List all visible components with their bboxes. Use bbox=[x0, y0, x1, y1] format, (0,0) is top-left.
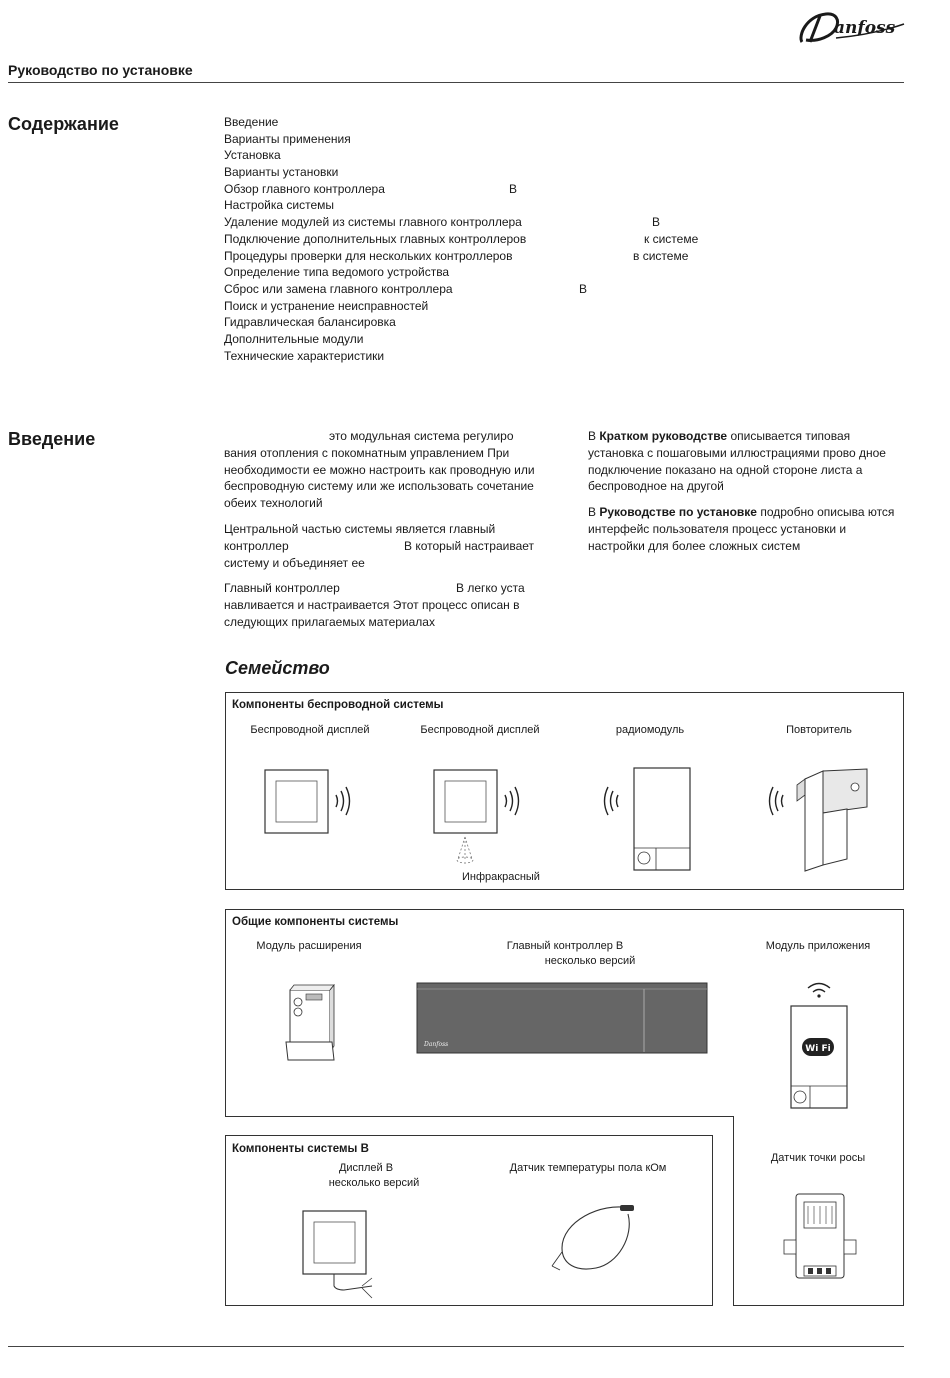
wifi-logo-text: Wi Fi bbox=[805, 1044, 831, 1054]
family-heading: Семейство bbox=[225, 658, 330, 678]
toc-item bbox=[224, 264, 526, 281]
intro-text: описывается типовая установка с пошаговыми иллюстрациями прово дное подключение показано на одной стороне листа а беспроводное на другой bbox=[588, 429, 886, 494]
dew-point-sensor-illustration bbox=[782, 1192, 858, 1282]
intro-text: систему и объединяет ее bbox=[224, 555, 365, 570]
wireless-display-label: Беспроводной дисплей bbox=[250, 724, 370, 736]
wireless-display-ir-illustration bbox=[433, 769, 533, 869]
infrared-label: Инфракрасный bbox=[462, 871, 540, 883]
toc-item-label: Удаление модулей из системы главного контроллера bbox=[224, 215, 522, 230]
intro-paragraph bbox=[224, 580, 546, 630]
toc-item-label: Сброс или замена главного контроллера bbox=[224, 281, 453, 296]
intro-text: Центральной частью системы является главный bbox=[224, 521, 496, 536]
toc-item-label: Гидравлическая балансировка bbox=[224, 315, 396, 330]
wireless-components-box bbox=[225, 692, 904, 890]
radio-module-illustration bbox=[606, 767, 696, 873]
toc-item-suffix: к системе bbox=[644, 231, 699, 246]
toc-item-label: Введение bbox=[224, 115, 279, 129]
wireless-display-ir-label: Беспроводной дисплей bbox=[420, 724, 540, 736]
svg-text:Danfoss: Danfoss bbox=[424, 1041, 449, 1048]
intro-text: подробно описыва ются интерфейс пользователя процесс установки и настройки для более сложных систем bbox=[588, 505, 895, 553]
toc-item bbox=[224, 248, 689, 265]
toc-item bbox=[224, 164, 526, 181]
toc-item bbox=[224, 298, 526, 315]
toc-list bbox=[224, 114, 699, 364]
wireless-display-illustration bbox=[264, 769, 364, 839]
intro-paragraph bbox=[588, 428, 904, 495]
toc-item-label: Установка bbox=[224, 148, 281, 163]
intro-text: вания отопления с покомнатным управлением При необходимости ее можно настроить как проводную или беспроводную систему или же использовать сочетание обеих технологий bbox=[224, 445, 535, 511]
intro-paragraph bbox=[224, 521, 546, 571]
toc-item bbox=[224, 147, 526, 164]
wired-display-illustration bbox=[302, 1210, 382, 1302]
intro-text: В легко уста bbox=[456, 581, 525, 596]
toc-item bbox=[224, 181, 526, 198]
intro-text: контроллер bbox=[224, 538, 289, 553]
toc-item bbox=[224, 214, 661, 231]
toc-item-label: Дополнительные модули bbox=[224, 331, 364, 346]
toc-item bbox=[224, 331, 526, 348]
intro-text: В bbox=[588, 505, 600, 520]
document-title: Руководство по установке bbox=[8, 62, 193, 78]
dew-point-sensor-label: Датчик точки росы bbox=[770, 1152, 866, 1164]
expansion-module-label: Модуль расширения bbox=[256, 940, 362, 952]
intro-paragraph bbox=[224, 428, 546, 512]
toc-item-label: Определение типа ведомого устройства bbox=[224, 265, 450, 280]
toc-item-label: Обзор главного контроллера bbox=[224, 181, 385, 196]
footer-divider bbox=[8, 1346, 904, 1347]
wired-components-box bbox=[225, 1135, 713, 1306]
intro-paragraph bbox=[588, 504, 904, 554]
toc-item-suffix: В bbox=[652, 215, 661, 230]
toc-item-label: Подключение дополнительных главных контроллеров bbox=[224, 231, 527, 246]
toc-item-label: Технические характеристики bbox=[224, 348, 385, 363]
app-module-illustration bbox=[788, 976, 850, 1112]
repeater-label: Повторитель bbox=[786, 724, 852, 736]
intro-text: это модульная система регулиро bbox=[329, 429, 514, 443]
intro-text: В bbox=[588, 429, 600, 443]
main-controller-illustration bbox=[416, 982, 710, 1056]
floor-sensor-illustration bbox=[550, 1202, 640, 1282]
toc-item-label: Варианты применения bbox=[224, 131, 351, 146]
toc-heading: Содержание bbox=[8, 114, 119, 134]
toc-item bbox=[224, 231, 699, 248]
intro-text: Главный контроллер bbox=[224, 581, 340, 596]
toc-item-suffix: в системе bbox=[633, 248, 689, 263]
toc-item bbox=[224, 348, 526, 365]
toc-item bbox=[224, 314, 526, 331]
intro-text: В который настраивает bbox=[404, 538, 535, 553]
toc-item bbox=[224, 131, 526, 148]
svg-text:anfoss: anfoss bbox=[834, 18, 896, 38]
toc-item-label: Настройка системы bbox=[224, 198, 335, 213]
installation-guide-ref: Руководстве по установке bbox=[599, 505, 757, 520]
wireless-box-title: Компоненты беспроводной системы bbox=[232, 699, 444, 711]
radio-module-label: радиомодуль bbox=[615, 724, 685, 736]
main-controller-label: Главный контроллер В bbox=[506, 940, 624, 952]
toc-item-label: Варианты установки bbox=[224, 165, 339, 180]
intro-text: навливается и настраивается Этот процесс описан в следующих прилагаемых материалах bbox=[224, 598, 520, 629]
toc-item-label: Процедуры проверки для нескольких контроллеров bbox=[224, 248, 513, 263]
expansion-module-illustration bbox=[284, 984, 340, 1064]
toc-item bbox=[224, 114, 526, 131]
floor-sensor-label: Датчик температуры пола кОм bbox=[509, 1162, 667, 1174]
toc-item-suffix: В bbox=[579, 281, 588, 296]
common-box-title: Общие компоненты системы bbox=[232, 916, 399, 928]
wired-display-label: Дисплей В bbox=[338, 1162, 394, 1174]
toc-item-suffix: В bbox=[509, 181, 518, 196]
intro-right-column bbox=[588, 428, 904, 564]
repeater-illustration bbox=[771, 767, 881, 873]
quick-guide-ref: Кратком руководстве bbox=[599, 429, 728, 443]
main-controller-versions-label: несколько версий bbox=[544, 955, 636, 967]
intro-heading: Введение bbox=[8, 429, 96, 449]
toc-item bbox=[224, 281, 588, 298]
wired-box-title: Компоненты системы В bbox=[232, 1143, 369, 1155]
toc-item bbox=[224, 197, 526, 214]
intro-left-column bbox=[224, 428, 546, 640]
wired-display-versions-label: несколько версий bbox=[328, 1177, 420, 1189]
app-module-label: Модуль приложения bbox=[765, 940, 871, 952]
header-divider bbox=[8, 82, 904, 83]
toc-item-label: Поиск и устранение неисправностей bbox=[224, 298, 429, 313]
danfoss-logo bbox=[796, 6, 908, 48]
